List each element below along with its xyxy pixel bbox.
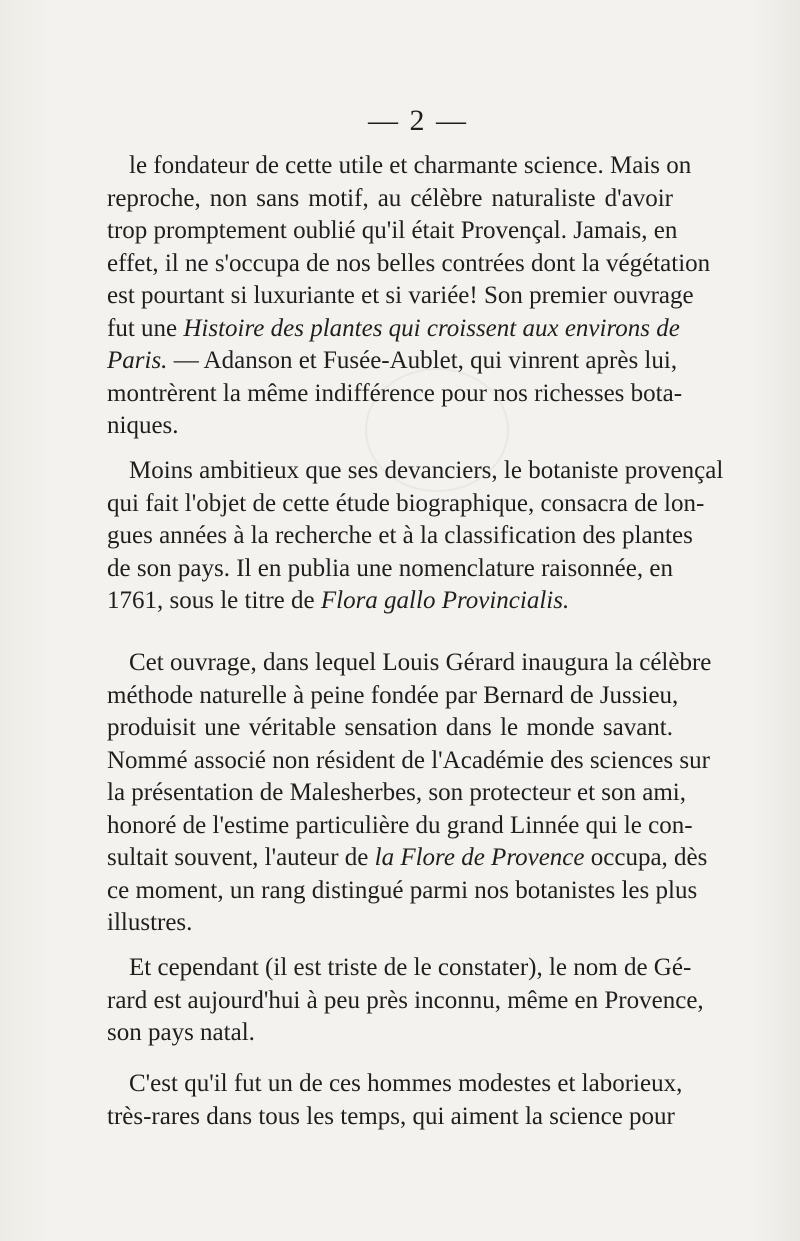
text-line: [107, 585, 673, 618]
text-line: méthode naturelle à peine fondée par Bernard de Jussieu,: [107, 681, 679, 709]
text-line: niques.: [107, 412, 179, 439]
text-run: — Adanson et Fusée-Aublet, qui vinrent après lui,: [167, 347, 678, 374]
text-line: qui fait l'objet de cette étude biographique, consacra de lon-: [107, 489, 705, 517]
text-line: Et cependant (il est triste de le constater), le nom de Gé-: [129, 954, 692, 981]
paragraph-2: [107, 455, 724, 618]
text-line: C'est qu'il fut un de ces hommes modestes et laborieux,: [129, 1070, 683, 1097]
text-run: sultait souvent, l'auteur de: [107, 844, 375, 871]
text-line: la présentation de Malesherbes, son protecteur et son ami,: [107, 779, 686, 806]
text-run: occupa, dès: [584, 844, 708, 871]
text-run: 1761, sous le titre de: [107, 587, 321, 614]
text-run: fut une: [107, 314, 184, 342]
text-line: rard est aujourd'hui à peu près inconnu, même en Provence,: [107, 986, 704, 1014]
text-line: son pays natal.: [107, 1019, 255, 1046]
text-line: Moins ambitieux que ses devanciers, le botaniste provençal: [129, 457, 724, 484]
text-line: effet, il ne s'occupa de nos belles contrées dont la végétation: [107, 249, 711, 277]
italic-title: Flora gallo Provincialis.: [320, 587, 570, 614]
text-line: Cet ouvrage, dans lequel Louis Gérard inaugura la célèbre: [129, 649, 712, 676]
text-line: [107, 345, 678, 378]
text-line: montrèrent la même indifférence pour nos richesses bota-: [107, 379, 683, 407]
italic-title: Paris.: [107, 347, 168, 374]
text-line: de son pays. Il en publia une nomenclature raisonnée, en: [107, 554, 673, 582]
text-line: illustres.: [107, 909, 193, 936]
text-line: Nommé associé non résident de l'Académie des sciences sur: [107, 746, 710, 774]
text-line: ce moment, un rang distingué parmi nos botanistes les plus: [107, 876, 698, 904]
text-line: est pourtant si luxuriante et si variée! Son premier ouvrage: [107, 282, 694, 309]
text-line: trop promptement oublié qu'il était Provençal. Jamais, en: [107, 217, 678, 244]
paragraph-1: [107, 150, 711, 443]
paragraph-3: [107, 647, 712, 940]
text-line: très-rares dans tous les temps, qui aiment la science pour: [107, 1102, 675, 1130]
italic-title: la Flore de Provence: [374, 844, 585, 871]
paragraph-4: [107, 952, 704, 1050]
text-line: le fondateur de cette utile et charmante science. Mais on: [129, 152, 692, 179]
text-line: produisit une véritable sensation dans le monde savant.: [107, 714, 673, 741]
text-line: [107, 313, 680, 346]
text-line: reproche, non sans motif, au célèbre naturaliste d'avoir: [107, 184, 673, 212]
text-line: honoré de l'estime particulière du grand Linnée qui le con-: [107, 811, 693, 839]
italic-title: Histoire des plantes qui croissent aux environs de: [183, 314, 680, 342]
text-line: [107, 842, 708, 875]
paragraph-5: [107, 1068, 683, 1133]
text-line: gues années à la recherche et à la classification des plantes: [107, 522, 693, 549]
page-number: — 2 —: [368, 104, 468, 137]
